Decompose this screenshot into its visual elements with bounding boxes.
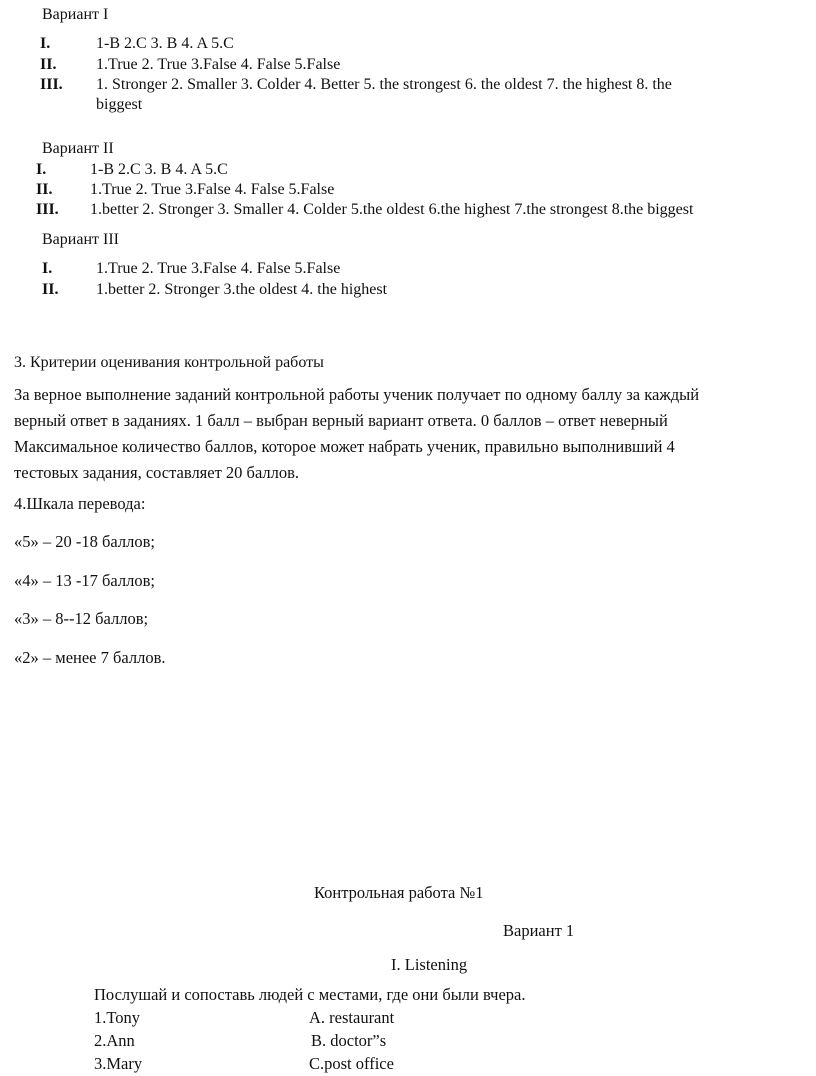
- criteria-line-2: верный ответ в заданиях. 1 балл – выбран верный вариант ответа. 0 баллов – ответ неверный: [14, 411, 668, 430]
- person-1: 1.Tony: [94, 1008, 141, 1027]
- variant-3-item-2-text: 1.better 2. Stronger 3.the oldest 4. the highest: [96, 281, 388, 298]
- variant-2-item-1-num: I.: [36, 161, 47, 178]
- variant-2-title: Вариант II: [42, 140, 114, 157]
- criteria-line-1: За верное выполнение заданий контрольной работы ученик получает по одному баллу за каждый: [14, 385, 700, 404]
- grade-5: «5» – 20 -18 баллов;: [14, 532, 155, 551]
- variant-3-item-1-num: I.: [42, 260, 53, 277]
- instruction: Послушай и сопоставь людей с местами, где они были вчера.: [94, 985, 526, 1004]
- variant-2-item-3-text: 1.better 2. Stronger 3. Smaller 4. Colder 5.the oldest 6.the highest 7.the strongest 8.the biggest: [90, 201, 694, 218]
- grade-4: «4» – 13 -17 баллов;: [14, 571, 155, 590]
- variant-1-item-1-num: I.: [40, 35, 51, 52]
- grade-3: «3» – 8--12 баллов;: [14, 609, 149, 628]
- variant-2-item-2-num: II.: [36, 181, 53, 198]
- variant-2-item-2-text: 1.True 2. True 3.False 4. False 5.False: [90, 181, 335, 198]
- variant-2-item-1-text: 1-B 2.C 3. B 4. A 5.C: [90, 161, 228, 178]
- variant-1-item-3-text: 1. Stronger 2. Smaller 3. Colder 4. Better 5. the strongest 6. the oldest 7. the highest 8. the: [96, 76, 672, 93]
- variant-1-title: Вариант I: [42, 6, 109, 23]
- person-3: 3.Mary: [94, 1054, 143, 1073]
- place-c: C.post office: [309, 1054, 394, 1073]
- place-a: A. restaurant: [309, 1008, 395, 1027]
- test-variant: Вариант 1: [503, 921, 575, 940]
- variant-2-item-3-num: III.: [36, 201, 59, 218]
- variant-1-item-1-text: 1-B 2.C 3. B 4. A 5.C: [96, 35, 234, 52]
- criteria-line-4: тестовых задания, составляет 20 баллов.: [14, 463, 300, 482]
- variant-3-item-1-text: 1.True 2. True 3.False 4. False 5.False: [96, 260, 341, 277]
- test-title: Контрольная работа №1: [314, 883, 484, 902]
- criteria-heading: 3. Критерии оценивания контрольной работы: [14, 354, 324, 371]
- variant-1-item-3-num: III.: [40, 76, 63, 93]
- place-b: B. doctor”s: [311, 1031, 387, 1050]
- variant-3-title: Вариант III: [42, 231, 119, 248]
- variant-1-item-3-continuation: biggest: [96, 96, 143, 113]
- scale-heading: 4.Шкала перевода:: [14, 494, 146, 513]
- criteria-line-3: Максимальное количество баллов, которое может набрать ученик, правильно выполнивший 4: [14, 437, 675, 456]
- person-2: 2.Ann: [94, 1031, 135, 1050]
- variant-1-item-2-num: II.: [40, 56, 57, 73]
- variant-1-item-2-text: 1.True 2. True 3.False 4. False 5.False: [96, 56, 341, 73]
- variant-3-item-2-num: II.: [42, 281, 59, 298]
- section-title: I. Listening: [391, 955, 468, 974]
- grade-2: «2» – менее 7 баллов.: [14, 648, 166, 667]
